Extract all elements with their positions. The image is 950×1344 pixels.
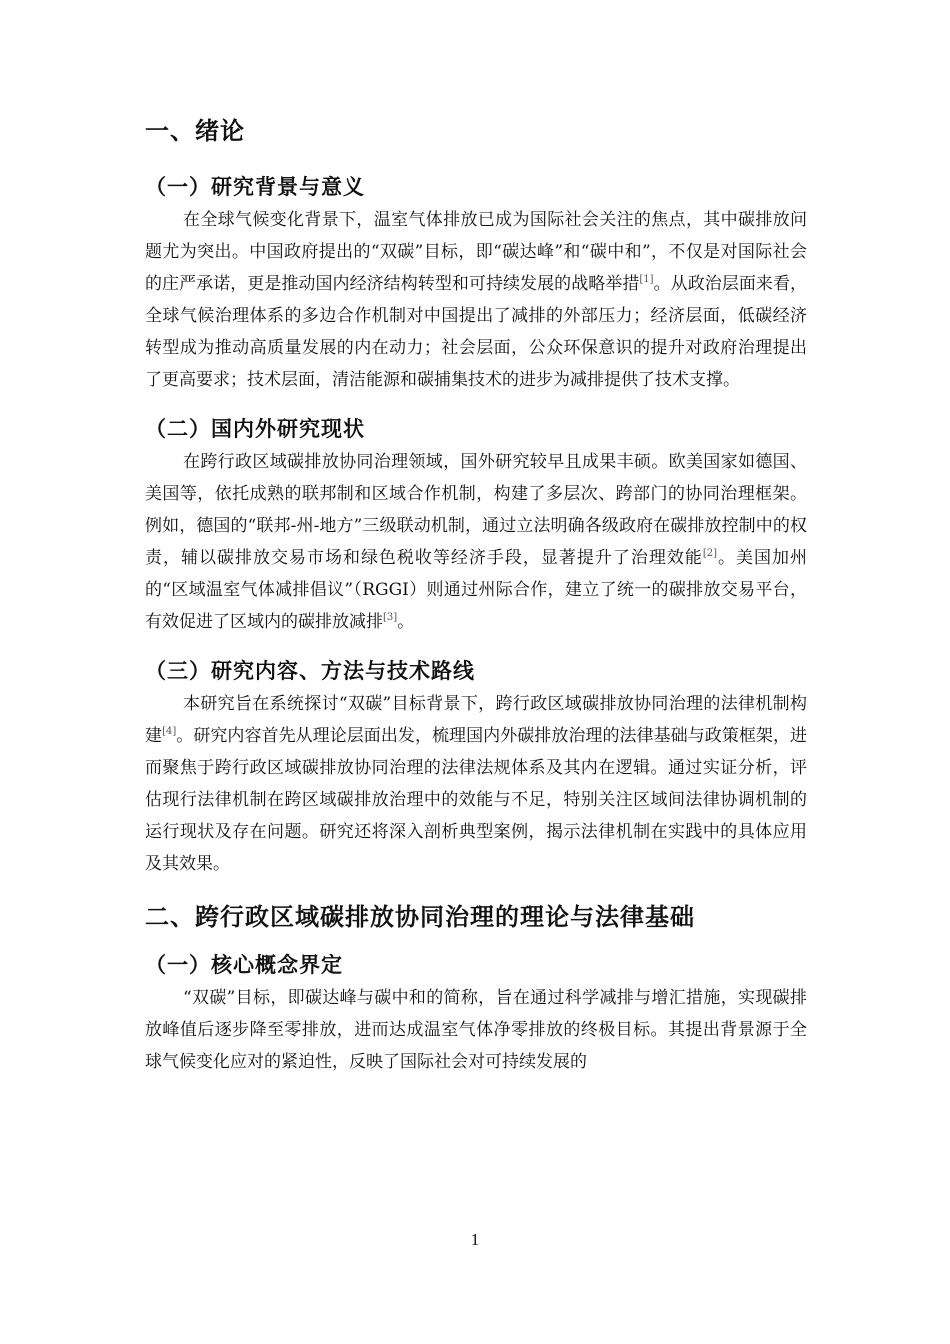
paragraph-text: 本研究旨在系统探讨“双碳”目标背景下，跨行政区域碳排放协同治理的法律机制构建 xyxy=(145,694,807,746)
paragraph-text: 在全球气候变化背景下，温室气体排放已成为国际社会关注的焦点，其中碳排放问题尤为突出。中国政府提出的“双碳”目标，即“碳达峰”和“碳中和”，不仅是对国际社会的庄严承诺，更是推动国内经济结构转型和可持续发展的战略举措 xyxy=(145,210,807,294)
citation-ref-4: [4] xyxy=(162,726,177,737)
citation-ref-3: [3] xyxy=(383,612,398,623)
paragraph-text: “双碳”目标，即碳达峰与碳中和的简称，旨在通过科学减排与增汇措施，实现碳排放峰值后逐步降至零排放，进而达成温室气体净零排放的终极目标。其提出背景源于全球气候变化应对的紧迫性，反映了国际社会对可持续发展的 xyxy=(145,988,807,1072)
page-content xyxy=(145,112,807,1078)
section-heading-theory-and-law: 二、跨行政区域碳排放协同治理的理论与法律基础 xyxy=(145,903,695,931)
subsection-heading-background: （一）研究背景与意义 xyxy=(145,175,365,199)
subsection-heading-research-status: （二）国内外研究现状 xyxy=(145,417,365,441)
paragraph-research-content xyxy=(145,688,807,880)
citation-ref-2: [2] xyxy=(702,548,718,559)
section-heading-introduction: 一、绪论 xyxy=(145,117,245,145)
paragraph-text: 。从政治层面来看，全球气候治理体系的多边合作机制对中国提出了减排的外部压力；经济层面，低碳经济转型成为推动高质量发展的内在动力；社会层面，公众环保意识的提升对政府治理提出了更高要求；技术层面，清洁能源和碳捕集技术的进步为减排提供了技术支撑。 xyxy=(145,274,808,390)
paragraph-text: 。 xyxy=(397,612,415,632)
subsection-heading-core-concepts: （一）核心概念界定 xyxy=(145,953,343,977)
paragraph-text: 。研究内容首先从理论层面出发，梳理国内外碳排放治理的法律基础与政策框架，进而聚焦于跨行政区域碳排放协同治理的法律法规体系及其内在逻辑。通过实证分析，评估现行法律机制在跨区域碳排放治理中的效能与不足，特别关注区域间法律协调机制的运行现状及存在问题。研究还将深入剖析典型案例，揭示法律机制在实践中的具体应用及其效果。 xyxy=(145,726,808,874)
paragraph-research-status xyxy=(145,446,807,638)
paragraph-background xyxy=(145,204,807,396)
page-number: 1 xyxy=(470,1230,480,1249)
citation-ref-1: [1] xyxy=(639,274,654,285)
paragraph-text: 在跨行政区域碳排放协同治理领域，国外研究较早且成果丰硕。欧美国家如德国、美国等，依托成熟的联邦制和区域合作机制，构建了多层次、跨部门的协同治理框架。例如，德国的“联邦-州-地方”三级联动机制，通过立法明确各级政府在碳排放控制中的权责，辅以碳排放交易市场和绿色税收等经济手段，显著提升了治理效能 xyxy=(145,452,807,568)
subsection-heading-research-content: （三）研究内容、方法与技术路线 xyxy=(145,659,475,683)
paragraph-core-concepts xyxy=(145,982,807,1078)
paragraph-text: 。美国加州的“区域温室气体减排倡议”（RGGI）则通过州际合作，建立了统一的碳排放交易平台，有效促进了区域内的碳排放减排 xyxy=(145,548,808,632)
